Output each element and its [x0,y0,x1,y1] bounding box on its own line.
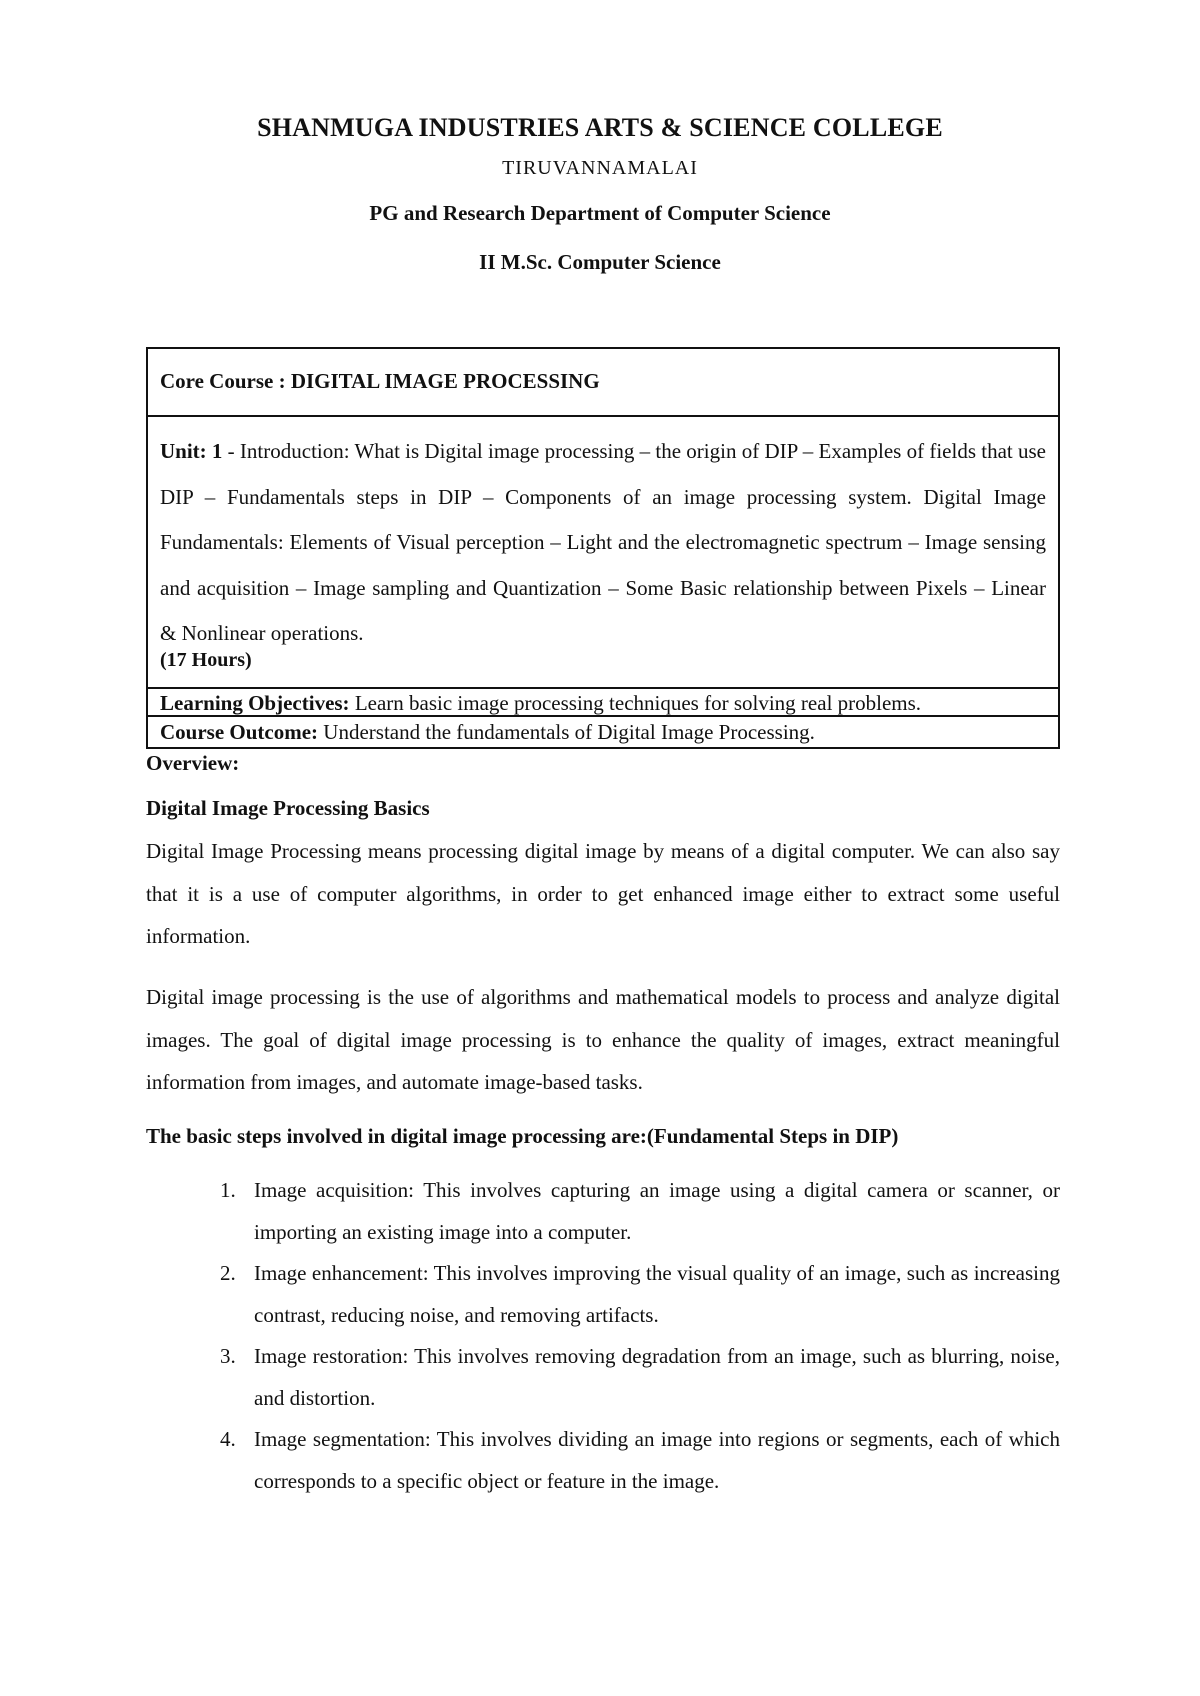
unit-description [160,429,1046,657]
unit-label: Unit: 1 [160,439,223,463]
list-item-text: Image segmentation: This involves dividing an image into regions or segments, each of which corresponds to a specific object or feature in the image. [254,1427,1060,1493]
list-item-number: 1. [220,1178,236,1202]
department-name: PG and Research Department of Computer Science [369,201,831,225]
learning-objectives [160,691,1046,716]
objectives-label: Learning Objectives: [160,691,350,715]
list-item [190,1336,1060,1419]
list-item-number: 3. [220,1344,236,1368]
list-item-text: Image restoration: This involves removing degradation from an image, such as blurring, noise, and distortion. [254,1344,1060,1410]
college-city: TIRUVANNAMALAI [502,157,698,179]
college-name: SHANMUGA INDUSTRIES ARTS & SCIENCE COLLEGE [257,113,943,142]
syllabus-unit-cell [146,415,1060,689]
course-outcome [160,720,1046,745]
paragraph-goal: Digital image processing is the use of algorithms and mathematical models to process and analyze digital images. The goal of digital image processing is to enhance the quality of images, extract meaningful information from images, and automate image-based tasks. [146,985,1060,1094]
objectives-text: Learn basic image processing techniques for solving real problems. [349,691,922,715]
list-item-text: Image enhancement: This involves improving the visual quality of an image, such as increasing contrast, reducing noise, and removing artifacts. [254,1261,1060,1327]
paragraph-definition: Digital Image Processing means processing digital image by means of a digital computer. We can also say that it is a use of computer algorithms, in order to get enhanced image either to extract some useful information. [146,839,1060,948]
core-course-title: Core Course : DIGITAL IMAGE PROCESSING [160,369,600,393]
syllabus-outcome-cell [146,715,1060,749]
list-item [190,1253,1060,1336]
list-item [190,1170,1060,1253]
basics-heading: Digital Image Processing Basics [146,796,430,820]
list-item-number: 4. [220,1427,236,1451]
unit-text: - Introduction: What is Digital image processing – the origin of DIP – Examples of fields that use DIP – Fundamentals steps in DIP – Components of an image processing system. Digital Image Fundamentals: Elements of Visual perception – Light and the electromagnetic spectrum – Image sensing and acquisition – Image sampling and Quantization – Some Basic relationship between Pixels – Linear & Nonlinear operations. [160,439,1046,645]
steps-list [190,1170,1060,1502]
syllabus-objectives-cell [146,687,1060,717]
outcome-text: Understand the fundamentals of Digital Image Processing. [318,720,815,744]
steps-heading: The basic steps involved in digital image processing are:(Fundamental Steps in DIP) [146,1124,899,1148]
list-item-text: Image acquisition: This involves capturing an image using a digital camera or scanner, or importing an existing image into a computer. [254,1178,1060,1244]
unit-hours: (17 Hours) [160,649,252,671]
list-item-number: 2. [220,1261,236,1285]
outcome-label: Course Outcome: [160,720,319,744]
syllabus-course-cell [146,347,1060,417]
list-item [190,1419,1060,1502]
overview-heading: Overview: [146,751,240,775]
course-level: II M.Sc. Computer Science [479,250,721,274]
